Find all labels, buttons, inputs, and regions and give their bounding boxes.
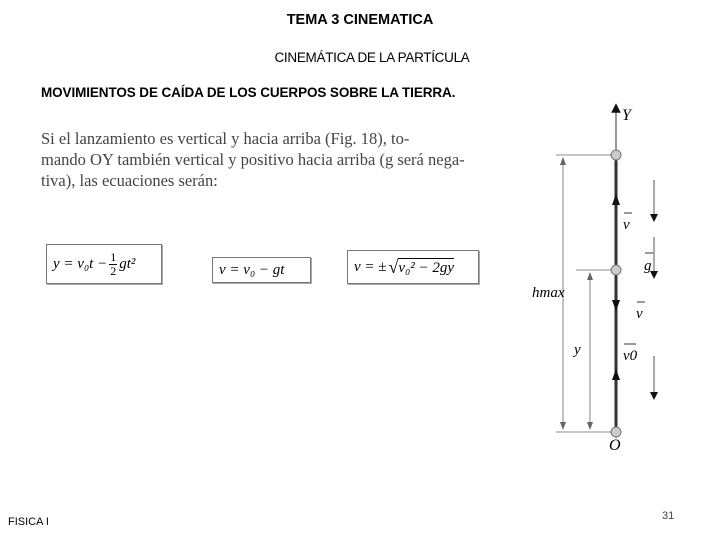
slide-title: TEMA 3 CINEMATICA <box>286 12 434 28</box>
eq3-radicand: v₀² − 2gy <box>398 259 455 276</box>
paragraph-line-2: mando OY también vertical y positivo hacia arriba (g será nega- <box>41 150 465 169</box>
eq3-lhs: v = ± <box>354 258 387 275</box>
origin-point <box>611 427 621 437</box>
eq1-fraction <box>109 251 117 278</box>
sqrt-icon: √ <box>388 256 399 277</box>
intermediate-point <box>611 265 621 275</box>
initial-velocity-label: v0 <box>623 348 638 364</box>
vertical-launch-figure <box>520 95 720 465</box>
gravity-label: g <box>644 258 652 274</box>
up-arrow-icon <box>612 369 620 380</box>
velocity-up-label: v <box>623 217 630 233</box>
arrowhead-icon <box>587 422 593 430</box>
paragraph-line-3: tiva), las ecuaciones serán: <box>41 171 218 190</box>
position-equation-box <box>46 244 162 284</box>
arrowhead-icon <box>560 157 566 165</box>
page-number: 31 <box>662 510 675 522</box>
velocity-down-label: v <box>636 306 643 322</box>
arrowhead-icon <box>587 272 593 280</box>
paragraph-line-1: Si el lanzamiento es vertical y hacia arriba (Fig. 18), to- <box>41 129 410 148</box>
eq1-fraction-denominator: 2 <box>110 263 117 278</box>
down-arrow-icon <box>612 300 620 311</box>
y-dimension-label: y <box>574 342 581 358</box>
arrowhead-icon <box>560 422 566 430</box>
footer-course: FISICA I <box>8 516 49 528</box>
explanation-paragraph <box>41 128 513 191</box>
origin-label: O <box>609 437 621 454</box>
eq2-text: v = v₀ − gt <box>219 261 285 278</box>
velocity-equation-box <box>212 257 311 283</box>
velocity-position-equation-box <box>347 250 479 284</box>
slide-subtitle: CINEMÁTICA DE LA PARTÍCULA <box>274 50 470 65</box>
up-arrow-icon <box>612 194 620 205</box>
max-height-point <box>611 150 621 160</box>
eq1-lhs: y = v₀t − <box>53 255 108 272</box>
y-axis-label: Y <box>622 107 631 124</box>
eq1-rhs: gt² <box>119 255 136 272</box>
eq1-fraction-numerator: 1 <box>110 249 117 264</box>
hmax-label: hmax <box>532 285 565 301</box>
section-heading: MOVIMIENTOS DE CAÍDA DE LOS CUERPOS SOBRE LA TIERRA. <box>41 85 456 100</box>
